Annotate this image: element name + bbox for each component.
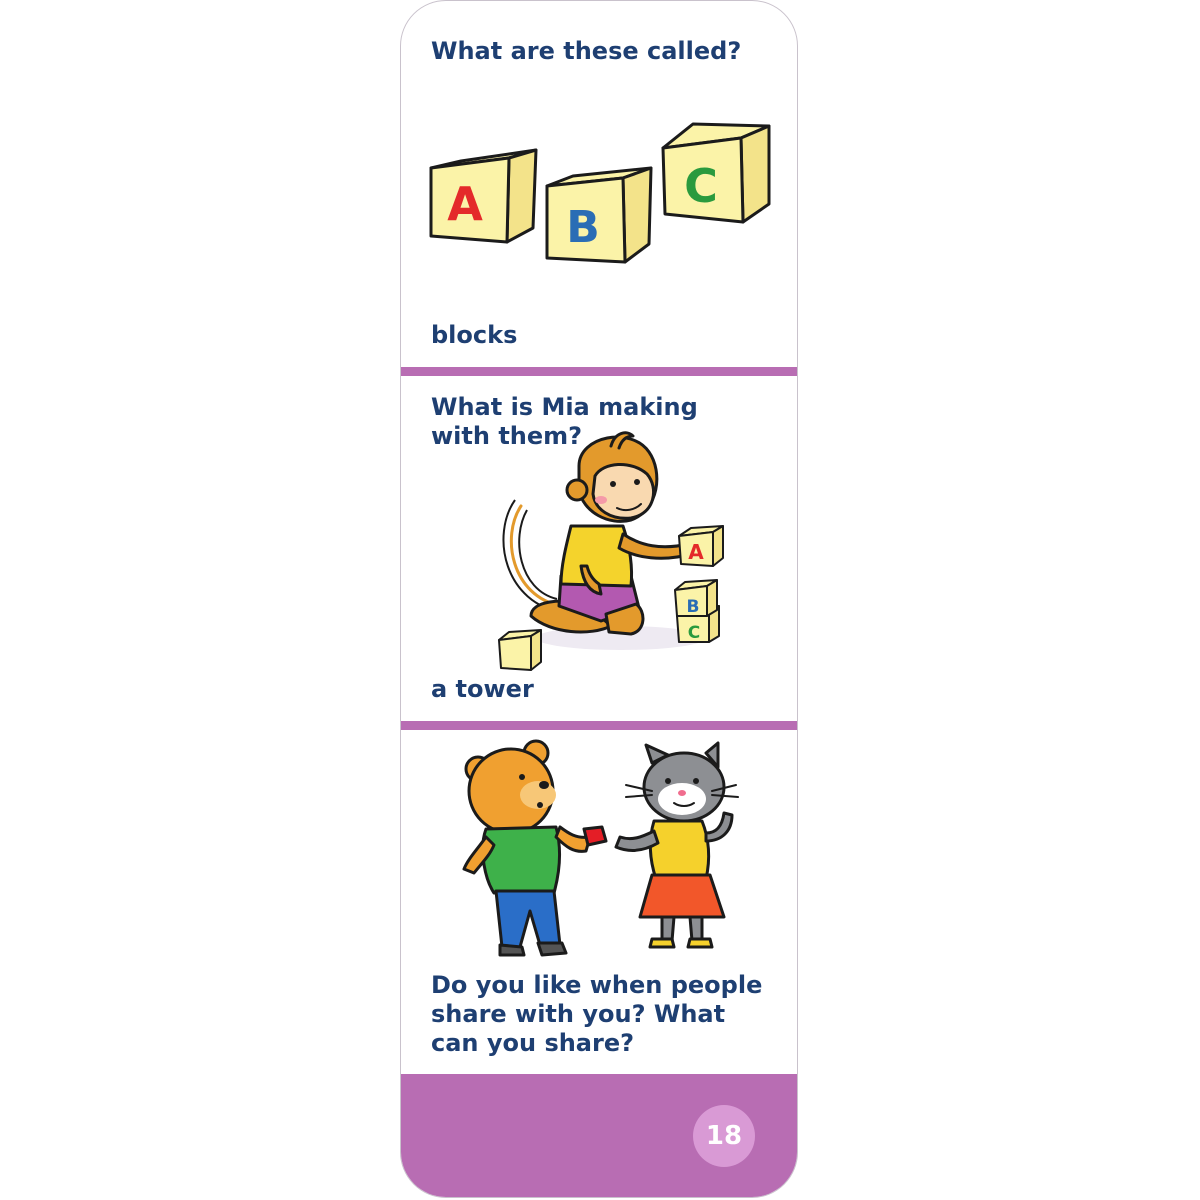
section-divider [401,721,797,730]
svg-text:B: B [686,597,700,617]
question-mia: What is Mia making with them? [431,393,698,450]
question-share: Do you like when people share with you? What can you share? [431,971,763,1057]
block-letter-c: C [684,159,718,213]
section-divider [401,367,797,376]
answer-mia: a tower [431,675,534,703]
svg-text:A: A [688,540,704,564]
block-letter-a: A [447,177,483,231]
question-blocks: What are these called? [431,37,742,65]
mia-monkey-illustration [491,426,751,676]
block-c [663,124,769,222]
block-b [547,168,651,262]
activity-card [400,0,798,1198]
answer-blocks: blocks [431,321,518,349]
bear-and-cat-sharing-illustration [456,741,756,961]
page-number-badge: 18 [693,1105,755,1167]
block-a [431,150,536,242]
abc-blocks-illustration [401,116,798,286]
svg-text:C: C [687,623,701,643]
block-letter-b: B [566,202,600,253]
footer-band [401,1074,797,1198]
